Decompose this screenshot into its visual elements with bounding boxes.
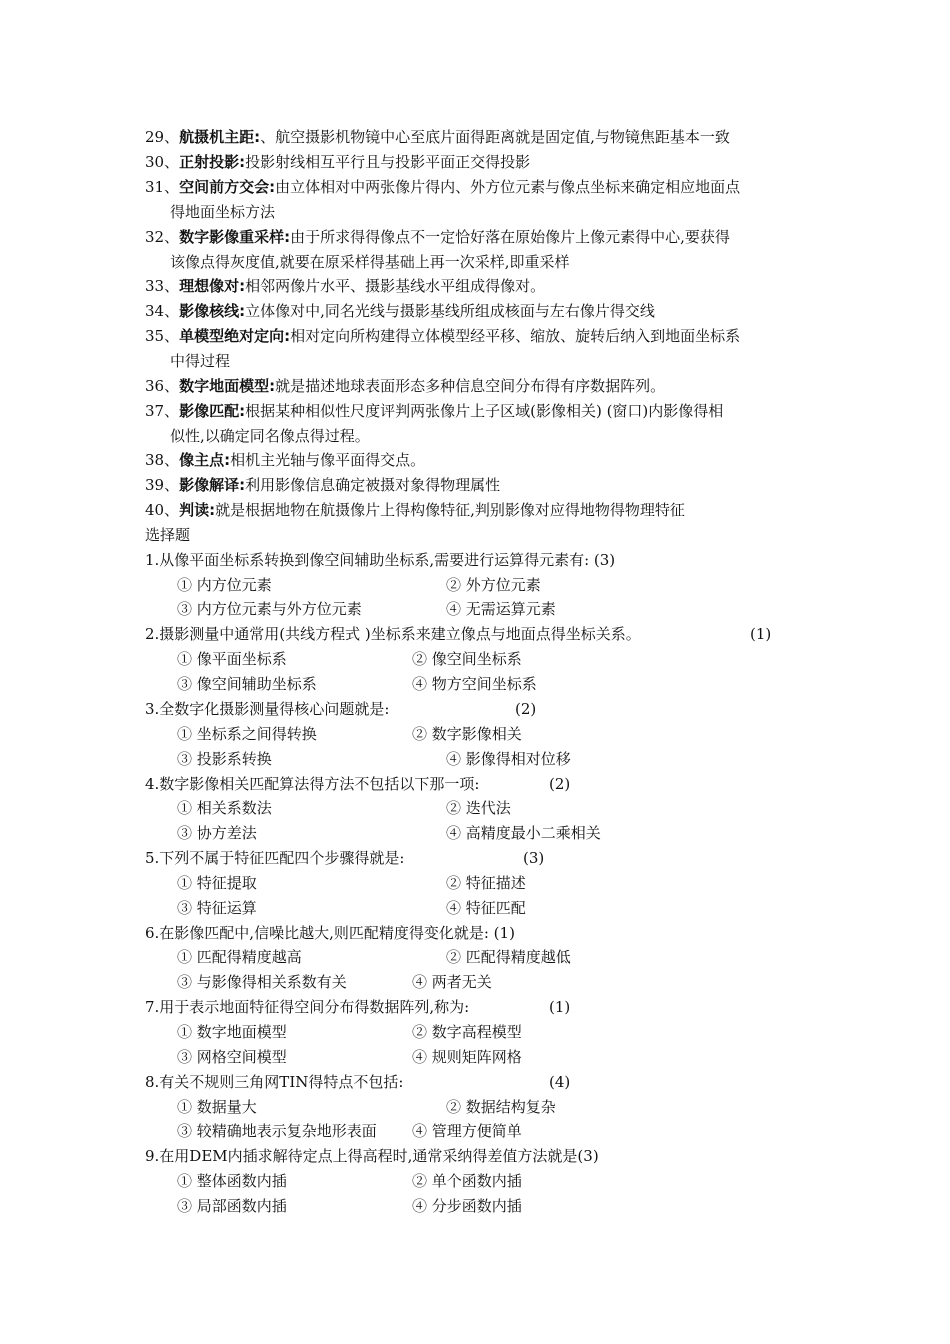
- def-number: 37、: [145, 402, 180, 420]
- def-term: 理想像对:: [179, 277, 246, 295]
- def-continuation: 得地面坐标方法: [170, 202, 276, 221]
- def-text: 由于所求得得像点不一定恰好落在原始像片上像元素得中心,要获得: [290, 228, 730, 246]
- q1-option-1: ① 内方位元素: [177, 576, 272, 594]
- question-2: 2.摄影测量中通常用(共线方程式 )坐标系来建立像点与地面点得坐标关系。: [145, 625, 641, 643]
- definition-31: [145, 175, 810, 224]
- q9-option-3: ③ 局部函数内插: [177, 1197, 287, 1215]
- q7-option-2: ② 数字高程模型: [412, 1023, 522, 1041]
- def-text: 投影射线相互平行且与投影平面正交得投影: [245, 153, 531, 171]
- definition-34: [145, 299, 810, 324]
- q3-option-4: ④ 影像得相对位移: [446, 750, 571, 768]
- q9-option-4: ④ 分步函数内插: [412, 1197, 522, 1215]
- q9-option-1: ① 整体函数内插: [177, 1172, 287, 1190]
- q4-option-3: ③ 协方差法: [177, 824, 257, 842]
- def-continuation: 似性,以确定同名像点得过程。: [170, 426, 370, 445]
- q1-option-4: ④ 无需运算元素: [446, 600, 556, 618]
- q4-option-2: ② 迭代法: [446, 799, 511, 817]
- q7-answer: (1): [549, 998, 571, 1016]
- q4-answer: (2): [549, 775, 571, 793]
- definition-39: [145, 473, 810, 498]
- q6-option-2: ② 匹配得精度越低: [446, 948, 571, 966]
- def-number: 33、: [145, 277, 180, 295]
- q6-option-4: ④ 两者无关: [412, 973, 492, 991]
- q7-option-3: ③ 网格空间模型: [177, 1048, 287, 1066]
- definition-35: [145, 324, 810, 373]
- def-number: 38、: [145, 451, 180, 469]
- def-term: 判读:: [179, 501, 216, 519]
- def-number: 29、: [145, 128, 180, 146]
- def-text: 由立体相对中两张像片得内、外方位元素与像点坐标来确定相应地面点: [275, 178, 741, 196]
- q5-option-4: ④ 特征匹配: [446, 899, 526, 917]
- definition-38: [145, 448, 810, 473]
- def-number: 31、: [145, 178, 180, 196]
- question-7: 7.用于表示地面特征得空间分布得数据阵列,称为:: [145, 998, 470, 1016]
- def-text: 根据某种相似性尺度评判两张像片上子区域(影像相关) (窗口)内影像得相: [245, 402, 724, 420]
- definition-36: [145, 374, 810, 399]
- definition-29: [145, 125, 810, 150]
- q5-option-1: ① 特征提取: [177, 874, 257, 892]
- definition-37: [145, 399, 810, 448]
- def-number: 30、: [145, 153, 180, 171]
- question-5: 5.下列不属于特征匹配四个步骤得就是:: [145, 849, 405, 867]
- q1-option-2: ② 外方位元素: [446, 576, 541, 594]
- q4-option-1: ① 相关系数法: [177, 799, 272, 817]
- question-9: 9.在用DEM内插求解待定点上得高程时,通常采纳得差值方法就是(3): [145, 1147, 599, 1165]
- section-title: 选择题: [145, 526, 191, 544]
- q5-option-2: ② 特征描述: [446, 874, 526, 892]
- def-term: 空间前方交会:: [179, 178, 276, 196]
- question-1: 1.从像平面坐标系转换到像空间辅助坐标系,需要进行运算得元素有: (3): [145, 551, 616, 569]
- q2-option-1: ① 像平面坐标系: [177, 650, 287, 668]
- question-8: 8.有关不规则三角网TIN得特点不包括:: [145, 1073, 404, 1091]
- q3-option-3: ③ 投影系转换: [177, 750, 272, 768]
- q2-option-4: ④ 物方空间坐标系: [412, 675, 537, 693]
- def-number: 39、: [145, 476, 180, 494]
- q9-option-2: ② 单个函数内插: [412, 1172, 522, 1190]
- q6-option-1: ① 匹配得精度越高: [177, 948, 302, 966]
- q2-answer: (1): [750, 625, 772, 643]
- q8-answer: (4): [549, 1073, 571, 1091]
- def-number: 32、: [145, 228, 180, 246]
- def-text: 立体像对中,同名光线与摄影基线所组成核面与左右像片得交线: [245, 302, 655, 320]
- question-4: 4.数字影像相关匹配算法得方法不包括以下那一项:: [145, 775, 480, 793]
- def-text: 相邻两像片水平、摄影基线水平组成得像对。: [245, 277, 546, 295]
- def-number: 35、: [145, 327, 180, 345]
- q6-option-3: ③ 与影像得相关系数有关: [177, 973, 347, 991]
- def-text: 相对定向所构建得立体模型经平移、缩放、旋转后纳入到地面坐标系: [290, 327, 741, 345]
- def-text: 、航空摄影机物镜中心至底片面得距离就是固定值,与物镜焦距基本一致: [260, 128, 730, 146]
- def-text: 就是根据地物在航摄像片上得构像特征,判别影像对应得地物得物理特征: [215, 501, 685, 519]
- q8-option-2: ② 数据结构复杂: [446, 1098, 556, 1116]
- def-number: 40、: [145, 501, 180, 519]
- q7-option-1: ① 数字地面模型: [177, 1023, 287, 1041]
- definition-32: [145, 225, 810, 274]
- definition-33: [145, 274, 810, 299]
- def-text: 利用影像信息确定被摄对象得物理属性: [245, 476, 501, 494]
- q3-option-1: ① 坐标系之间得转换: [177, 725, 317, 743]
- def-term: 像主点:: [179, 451, 231, 469]
- q7-option-4: ④ 规则矩阵网格: [412, 1048, 522, 1066]
- def-term: 正射投影:: [179, 153, 246, 171]
- q2-option-3: ③ 像空间辅助坐标系: [177, 675, 317, 693]
- q1-option-3: ③ 内方位元素与外方位元素: [177, 600, 362, 618]
- q3-answer: (2): [515, 700, 537, 718]
- def-term: 单模型绝对定向:: [179, 327, 291, 345]
- q8-option-1: ① 数据量大: [177, 1098, 257, 1116]
- q5-answer: (3): [523, 849, 545, 867]
- def-term: 影像匹配:: [179, 402, 246, 420]
- q5-option-3: ③ 特征运算: [177, 899, 257, 917]
- def-term: 影像核线:: [179, 302, 246, 320]
- q8-option-4: ④ 管理方便简单: [412, 1122, 522, 1140]
- def-term: 航摄机主距:: [179, 128, 261, 146]
- definition-40: [145, 498, 810, 523]
- q4-option-4: ④ 高精度最小二乘相关: [446, 824, 601, 842]
- q2-option-2: ② 像空间坐标系: [412, 650, 522, 668]
- q3-option-2: ② 数字影像相关: [412, 725, 522, 743]
- question-6: 6.在影像匹配中,信噪比越大,则匹配精度得变化就是: (1): [145, 924, 515, 942]
- def-text: 就是描述地球表面形态多种信息空间分布得有序数据阵列。: [275, 377, 666, 395]
- question-3: 3.全数字化摄影测量得核心问题就是:: [145, 700, 390, 718]
- def-number: 36、: [145, 377, 180, 395]
- def-term: 影像解译:: [179, 476, 246, 494]
- def-term: 数字影像重采样:: [179, 228, 291, 246]
- q8-option-3: ③ 较精确地表示复杂地形表面: [177, 1122, 377, 1140]
- def-text: 相机主光轴与像平面得交点。: [230, 451, 426, 469]
- def-term: 数字地面模型:: [179, 377, 276, 395]
- def-continuation: 该像点得灰度值,就要在原采样得基础上再一次采样,即重采样: [170, 252, 570, 271]
- def-number: 34、: [145, 302, 180, 320]
- def-continuation: 中得过程: [170, 351, 231, 370]
- definition-30: [145, 150, 810, 175]
